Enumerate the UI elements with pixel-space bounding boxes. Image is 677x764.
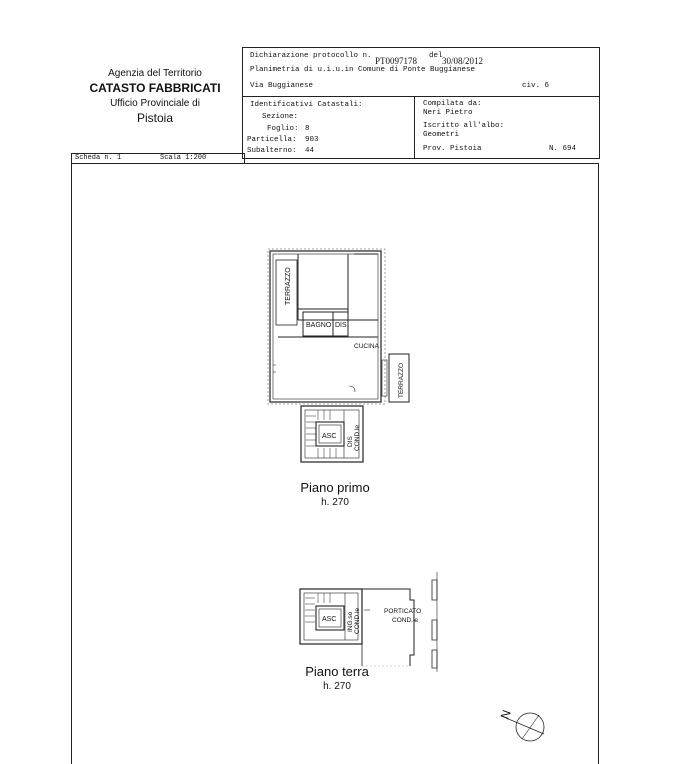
- floor-first-name: Piano primo: [300, 480, 370, 495]
- floor-first-caption: [290, 480, 380, 508]
- sheet-scale: Scala 1:200: [160, 154, 207, 162]
- label-bagno: BAGNO: [306, 322, 332, 329]
- label-terrazzo-right: TERRAZZO: [398, 362, 405, 398]
- particella-value: 903: [305, 136, 319, 144]
- civic-number: civ. 6: [522, 82, 550, 90]
- register-number: N. 694: [549, 145, 577, 153]
- label-asc-ground: ASC: [322, 616, 337, 623]
- compiled-name: Neri Pietro: [423, 109, 473, 117]
- compass-north: N: [497, 708, 514, 722]
- floor-ground-caption: [292, 664, 382, 692]
- albo-label: Iscritto all'albo:: [423, 122, 505, 130]
- protocol-label: Dichiarazione protocollo n.: [250, 52, 372, 60]
- label-cucina: CUCINA: [354, 343, 379, 350]
- sezione-label: Sezione:: [262, 113, 299, 121]
- particella-label: Particella:: [247, 136, 297, 144]
- label-porticato: PORTICATO: [384, 608, 422, 615]
- floor-first-height: h. 270: [321, 497, 349, 508]
- label-dis-stair: DIS: [347, 436, 354, 447]
- albo-value: Geometri: [423, 131, 460, 139]
- office-city: Pistoia: [136, 111, 174, 125]
- protocol-date: 30/08/2012: [442, 56, 484, 66]
- office-label: Ufficio Provinciale di: [110, 98, 200, 109]
- compiled-label: Compilata da:: [423, 100, 482, 108]
- protocol-number: PT0097178: [375, 56, 418, 66]
- label-cond-first: COND.le: [354, 424, 361, 451]
- province-label: Prov. Pistoia: [423, 145, 482, 153]
- label-porticato-cond: COND.le: [392, 617, 419, 624]
- label-ing-so: ING.so: [347, 611, 354, 632]
- subalterno-value: 44: [305, 147, 315, 155]
- label-cond-ground: COND.le: [354, 607, 361, 634]
- floor-ground-name: Piano terra: [305, 664, 369, 679]
- foglio-label: Foglio:: [267, 125, 299, 133]
- street-address: Via Buggianese: [250, 82, 314, 90]
- identifiers-title: Identificativi Catastali:: [250, 101, 363, 109]
- plan-description: Planimetria di u.i.u.in Comune di Ponte Buggianese: [250, 66, 476, 74]
- floor-ground-height: h. 270: [323, 681, 351, 692]
- del-label: del: [429, 52, 443, 60]
- sheet-number: Scheda n. 1: [75, 154, 122, 162]
- catasto-title: CATASTO FABBRICATI: [89, 81, 221, 95]
- label-asc-first: ASC: [322, 433, 337, 440]
- agency-name: Agenzia del Territorio: [108, 68, 202, 79]
- label-dis: DIS: [335, 322, 347, 329]
- foglio-value: 8: [305, 125, 310, 133]
- subalterno-label: Subalterno:: [247, 147, 297, 155]
- label-terrazzo-left: TERRAZZO: [285, 267, 292, 305]
